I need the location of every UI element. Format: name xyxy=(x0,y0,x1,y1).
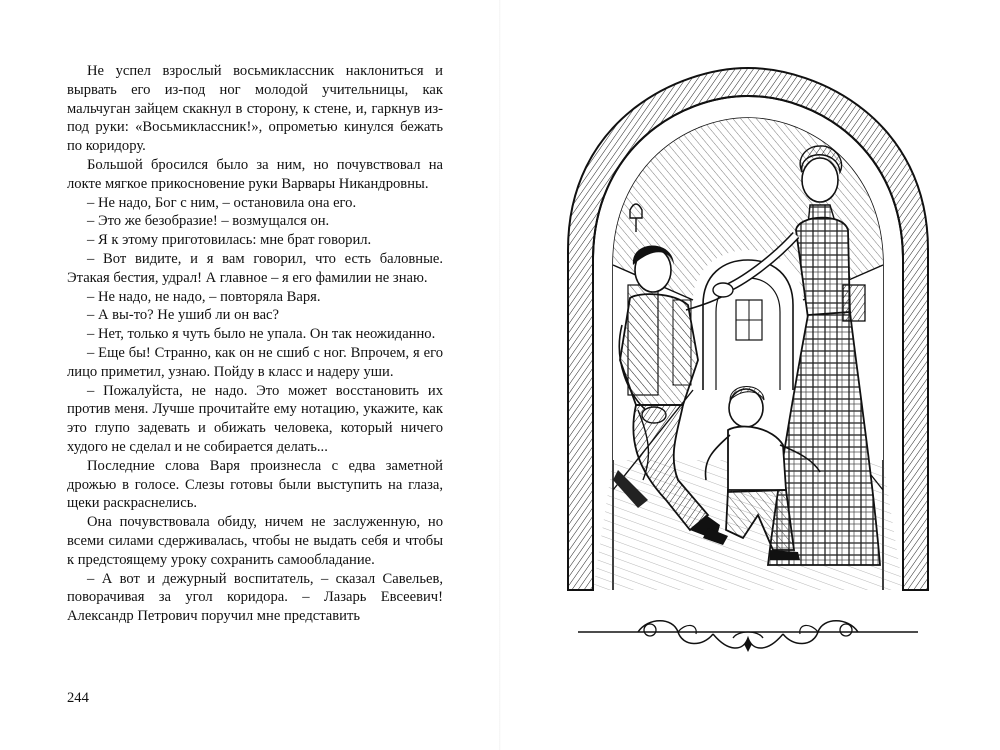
paragraph: – Еще бы! Странно, как он не сшиб с ног. Впрочем, я его лицо приметил, узнаю. Пойду в класс и надеру уши. xyxy=(67,344,443,380)
paragraph: Не успел взрослый восьмиклассник наклониться и вырвать его из-под ног молодой учительницы, как мальчуган зайцем скакнул в сторону, к стене, и, гаркнув из-под руки: «Восьмиклассник!», опрометью кинулся бежать по коридору. xyxy=(67,63,443,155)
paragraph: Большой бросился было за ним, но почувствовал на локте мягкое прикосновение руки Варвары Никандровны. xyxy=(67,156,443,192)
paragraph: – Это же безобразие! – возмущался он. xyxy=(87,213,330,230)
text-column xyxy=(67,62,443,626)
paragraph: – Пожалуйста, не надо. Это может восстановить их против меня. Лучше прочитайте ему нотацию, укажите, как это глупо задевать и обижать человека, который ничего худого не сделал и не собирается делать... xyxy=(67,382,443,455)
corridor-illustration xyxy=(558,60,938,595)
paragraph: Она почувствовала обиду, ничем не заслуженную, но всеми силами сдерживалась, чтобы не выдать себя и чтобы к предстоящему уроку сохранить самообладание. xyxy=(67,514,443,568)
paragraph: – А вы-то? Не ушиб ли он вас? xyxy=(87,307,280,324)
paragraph: – Не надо, не надо, – повторяла Варя. xyxy=(87,288,321,305)
page-number: 244 xyxy=(67,690,89,706)
paragraph: – А вот и дежурный воспитатель, – сказал Савельев, поворачивая за угол коридора. – Лазарь Евсеевич! Александр Петрович поручил мне представить xyxy=(67,570,443,625)
paragraph: – Не надо, Бог с ним, – остановила она его. xyxy=(87,194,357,211)
paragraph: Последние слова Варя произнесла с едва заметной дрожью в голосе. Слезы готовы были выступить на глаза, щеки раскраснелись. xyxy=(67,457,443,512)
paragraph: – Нет, только я чуть было не упала. Он так неожиданно. xyxy=(87,326,436,343)
ornamental-divider xyxy=(578,612,918,660)
right-page xyxy=(500,0,1000,750)
paragraph: – Я к этому приготовилась: мне брат говорил. xyxy=(87,232,372,249)
paragraph: – Вот видите, и я вам говорил, что есть баловные. Этакая бестия, удрал! А главное – я его фамилии не знаю. xyxy=(67,250,443,286)
